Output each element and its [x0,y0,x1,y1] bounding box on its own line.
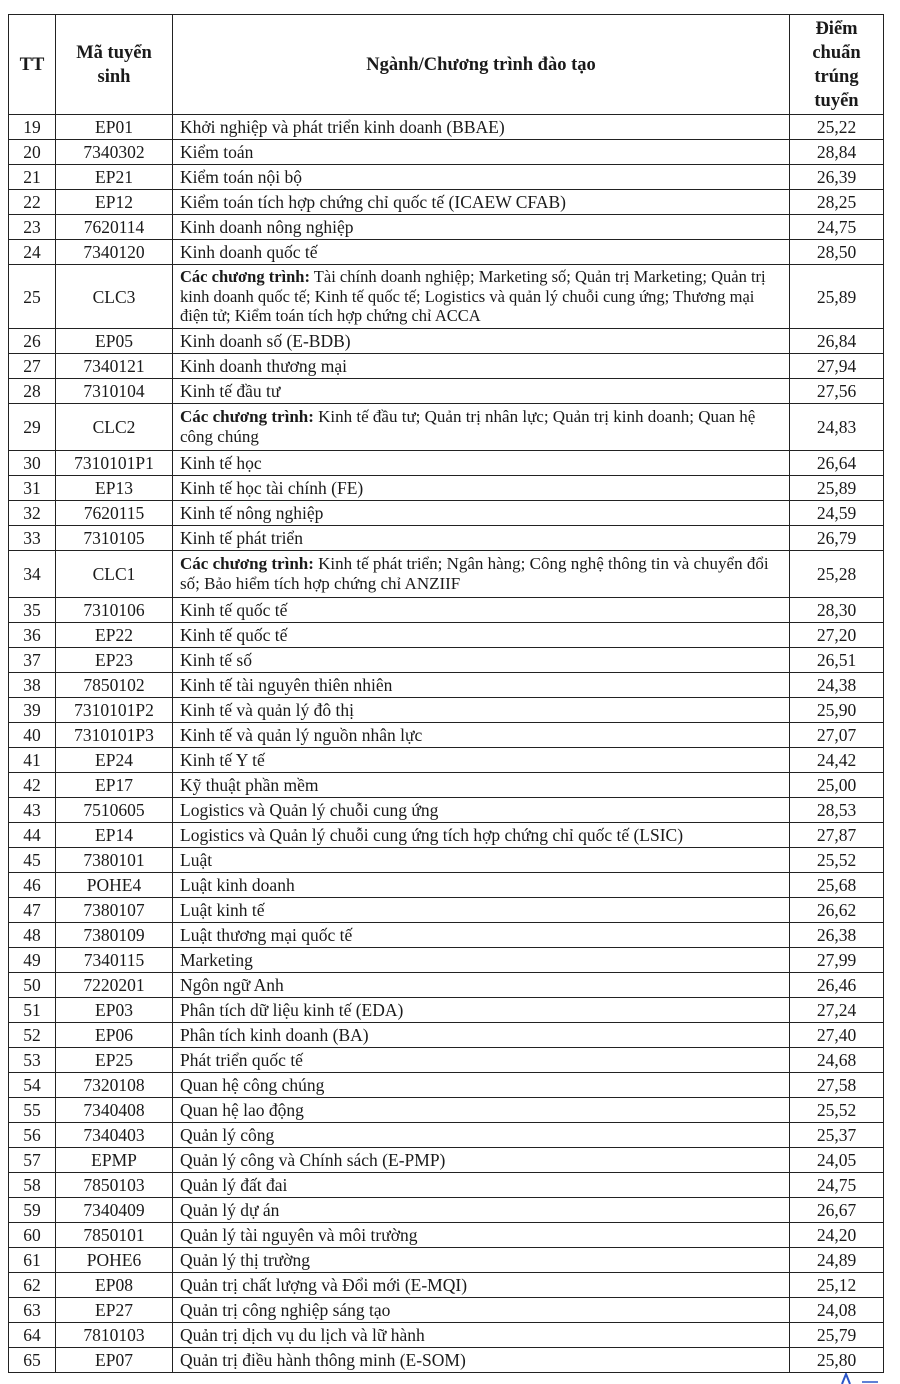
cutoff-score: 24,89 [790,1248,884,1273]
program-name: Kinh tế tài nguyên thiên nhiên [173,673,790,698]
admission-code: EP25 [56,1048,173,1073]
row-number: 31 [9,476,56,501]
row-number: 36 [9,623,56,648]
row-number: 46 [9,873,56,898]
program-name [173,404,790,451]
row-number: 30 [9,451,56,476]
admission-code: 7340409 [56,1198,173,1223]
table-row [9,1098,884,1123]
row-number: 64 [9,1323,56,1348]
program-name: Kỹ thuật phần mềm [173,773,790,798]
row-number: 19 [9,115,56,140]
cutoff-score: 24,42 [790,748,884,773]
row-number: 63 [9,1298,56,1323]
row-number: 40 [9,723,56,748]
admission-code: 7380109 [56,923,173,948]
table-row [9,354,884,379]
row-number: 52 [9,1023,56,1048]
table-row [9,898,884,923]
cutoff-score: 27,94 [790,354,884,379]
cutoff-score: 25,28 [790,551,884,598]
program-name: Kinh doanh thương mại [173,354,790,379]
table-row [9,1298,884,1323]
header-cutoff-score: Điểm chuẩn trúng tuyển [790,15,884,115]
cutoff-score: 25,00 [790,773,884,798]
program-name: Quản lý tài nguyên và môi trường [173,1223,790,1248]
table-row [9,190,884,215]
program-name: Luật kinh doanh [173,873,790,898]
admission-code: CLC1 [56,551,173,598]
table-row [9,723,884,748]
table-row [9,551,884,598]
program-name: Kinh tế nông nghiệp [173,501,790,526]
admission-code: EP12 [56,190,173,215]
program-group-label: Các chương trình: [180,407,314,426]
table-row [9,798,884,823]
admission-code: 7340403 [56,1123,173,1148]
admission-code: 7340121 [56,354,173,379]
table-row [9,1248,884,1273]
row-number: 35 [9,598,56,623]
program-name: Kiểm toán [173,140,790,165]
row-number: 55 [9,1098,56,1123]
table-row [9,748,884,773]
admission-code: 7340120 [56,240,173,265]
row-number: 32 [9,501,56,526]
cutoff-score: 25,80 [790,1348,884,1373]
program-name: Luật thương mại quốc tế [173,923,790,948]
table-row [9,501,884,526]
admission-code: 7850103 [56,1173,173,1198]
cutoff-score: 28,84 [790,140,884,165]
row-number: 47 [9,898,56,923]
cutoff-score: 26,84 [790,329,884,354]
cutoff-score: 25,22 [790,115,884,140]
program-name: Kinh tế học [173,451,790,476]
table-row [9,848,884,873]
program-name: Quản lý dự án [173,1198,790,1223]
table-row [9,598,884,623]
table-row [9,1148,884,1173]
program-name: Quản trị điều hành thông minh (E-SOM) [173,1348,790,1373]
admission-code: 7380107 [56,898,173,923]
row-number: 61 [9,1248,56,1273]
program-name: Kinh tế và quản lý đô thị [173,698,790,723]
table-row [9,451,884,476]
program-name: Quản lý thị trường [173,1248,790,1273]
cutoff-score: 26,79 [790,526,884,551]
table-row [9,1198,884,1223]
admission-code: POHE6 [56,1248,173,1273]
table-row [9,673,884,698]
admission-code: EP13 [56,476,173,501]
row-number: 48 [9,923,56,948]
program-name: Phân tích dữ liệu kinh tế (EDA) [173,998,790,1023]
row-number: 44 [9,823,56,848]
admission-code: 7310101P1 [56,451,173,476]
cutoff-score: 24,59 [790,501,884,526]
admission-score-table-page [8,14,883,1373]
program-name: Quản trị dịch vụ du lịch và lữ hành [173,1323,790,1348]
table-row [9,698,884,723]
row-number: 41 [9,748,56,773]
cutoff-score: 26,67 [790,1198,884,1223]
table-row [9,873,884,898]
program-name: Quản trị chất lượng và Đổi mới (E-MQI) [173,1273,790,1298]
admission-code: 7340408 [56,1098,173,1123]
cutoff-score: 26,39 [790,165,884,190]
cutoff-score: 26,51 [790,648,884,673]
row-number: 54 [9,1073,56,1098]
cutoff-score: 24,75 [790,215,884,240]
cutoff-score: 25,79 [790,1323,884,1348]
cutoff-score: 27,07 [790,723,884,748]
program-name: Quản lý công và Chính sách (E-PMP) [173,1148,790,1173]
admission-code: EP08 [56,1273,173,1298]
row-number: 28 [9,379,56,404]
program-name: Kinh doanh quốc tế [173,240,790,265]
row-number: 22 [9,190,56,215]
row-number: 56 [9,1123,56,1148]
admission-code: EP03 [56,998,173,1023]
program-name: Kinh doanh số (E-BDB) [173,329,790,354]
program-name: Logistics và Quản lý chuỗi cung ứng [173,798,790,823]
admission-code: 7310104 [56,379,173,404]
table-row [9,240,884,265]
row-number: 45 [9,848,56,873]
program-group-list: Tài chính doanh nghiệp; Marketing số; Quản trị Marketing; Quản trị kinh doanh quốc tế; Kinh tế quốc tế; Logistics và quản lý chuỗi cung ứng; Thương mại điện tử; Kiểm toán tích hợp chứng chỉ ACCA [180,267,766,326]
admission-code: 7620115 [56,501,173,526]
table-row [9,404,884,451]
admission-code: 7340302 [56,140,173,165]
program-name: Quản lý đất đai [173,1173,790,1198]
program-group-label: Các chương trình: [180,267,310,287]
program-name: Kinh tế phát triển [173,526,790,551]
row-number: 49 [9,948,56,973]
program-name: Quản lý công [173,1123,790,1148]
admission-code: EP01 [56,115,173,140]
table-row [9,648,884,673]
admission-code: 7310101P3 [56,723,173,748]
program-name: Luật kinh tế [173,898,790,923]
cutoff-score: 24,38 [790,673,884,698]
row-number: 34 [9,551,56,598]
program-name: Kinh tế học tài chính (FE) [173,476,790,501]
table-row [9,1273,884,1298]
cutoff-score: 27,58 [790,1073,884,1098]
program-name [173,551,790,598]
cutoff-score: 27,24 [790,998,884,1023]
admission-code: POHE4 [56,873,173,898]
corner-mark-icon [838,1373,878,1384]
program-name: Luật [173,848,790,873]
cutoff-score: 27,40 [790,1023,884,1048]
cutoff-score: 28,25 [790,190,884,215]
table-row [9,1073,884,1098]
admission-code: 7620114 [56,215,173,240]
cutoff-score: 26,46 [790,973,884,998]
admission-code: EP22 [56,623,173,648]
admission-code: 7510605 [56,798,173,823]
program-group-list: Kinh tế đầu tư; Quản trị nhân lực; Quản trị kinh doanh; Quan hệ công chúng [180,407,756,446]
admission-score-table [8,14,884,1373]
cutoff-score: 25,52 [790,848,884,873]
cutoff-score: 25,68 [790,873,884,898]
program-name: Kinh tế quốc tế [173,598,790,623]
row-number: 59 [9,1198,56,1223]
admission-code: EP14 [56,823,173,848]
admission-code: 7310106 [56,598,173,623]
table-header-row [9,15,884,115]
program-group-list: Kinh tế phát triển; Ngân hàng; Công nghệ thông tin và chuyển đổi số; Bảo hiểm tích hợp chứng chỉ ANZIIF [180,554,769,593]
cutoff-score: 24,75 [790,1173,884,1198]
table-row [9,1123,884,1148]
table-row [9,948,884,973]
table-row [9,329,884,354]
table-row [9,526,884,551]
header-admission-code: Mã tuyển sinh [56,15,173,115]
table-row [9,923,884,948]
cutoff-score: 26,62 [790,898,884,923]
program-name: Ngôn ngữ Anh [173,973,790,998]
cutoff-score: 28,30 [790,598,884,623]
cutoff-score: 25,37 [790,1123,884,1148]
row-number: 62 [9,1273,56,1298]
row-number: 37 [9,648,56,673]
cutoff-score: 24,68 [790,1048,884,1073]
admission-code: 7810103 [56,1323,173,1348]
table-row [9,773,884,798]
program-name: Kinh tế quốc tế [173,623,790,648]
table-row [9,215,884,240]
cutoff-score: 27,20 [790,623,884,648]
row-number: 39 [9,698,56,723]
row-number: 26 [9,329,56,354]
table-row [9,1223,884,1248]
table-row [9,1348,884,1373]
row-number: 50 [9,973,56,998]
row-number: 51 [9,998,56,1023]
cutoff-score: 24,08 [790,1298,884,1323]
admission-code: 7380101 [56,848,173,873]
header-tt: TT [9,15,56,115]
program-name: Kinh tế và quản lý nguồn nhân lực [173,723,790,748]
admission-code: EP24 [56,748,173,773]
admission-code: EP07 [56,1348,173,1373]
table-row [9,973,884,998]
admission-code: 7850101 [56,1223,173,1248]
row-number: 27 [9,354,56,379]
table-row [9,823,884,848]
program-name: Marketing [173,948,790,973]
row-number: 24 [9,240,56,265]
cutoff-score: 27,87 [790,823,884,848]
program-name: Quan hệ lao động [173,1098,790,1123]
row-number: 57 [9,1148,56,1173]
table-row [9,165,884,190]
table-body [9,115,884,1373]
admission-code: 7310105 [56,526,173,551]
row-number: 58 [9,1173,56,1198]
admission-code: EP17 [56,773,173,798]
row-number: 43 [9,798,56,823]
table-row [9,998,884,1023]
cutoff-score: 25,89 [790,476,884,501]
program-group-label: Các chương trình: [180,554,314,573]
cutoff-score: 27,56 [790,379,884,404]
program-name: Logistics và Quản lý chuỗi cung ứng tích hợp chứng chỉ quốc tế (LSIC) [173,823,790,848]
admission-code: 7320108 [56,1073,173,1098]
program-name: Kiểm toán tích hợp chứng chỉ quốc tế (ICAEW CFAB) [173,190,790,215]
admission-code: 7310101P2 [56,698,173,723]
admission-code: CLC2 [56,404,173,451]
table-row [9,379,884,404]
admission-code: EP23 [56,648,173,673]
row-number: 60 [9,1223,56,1248]
table-row [9,265,884,329]
row-number: 33 [9,526,56,551]
admission-code: 7340115 [56,948,173,973]
table-row [9,1048,884,1073]
table-row [9,623,884,648]
program-name: Khởi nghiệp và phát triển kinh doanh (BBAE) [173,115,790,140]
table-row [9,1323,884,1348]
admission-code: EP06 [56,1023,173,1048]
row-number: 21 [9,165,56,190]
row-number: 38 [9,673,56,698]
row-number: 23 [9,215,56,240]
program-name: Kinh tế Y tế [173,748,790,773]
program-name [173,265,790,329]
row-number: 65 [9,1348,56,1373]
cutoff-score: 26,38 [790,923,884,948]
admission-code: EPMP [56,1148,173,1173]
admission-code: EP05 [56,329,173,354]
program-name: Quan hệ công chúng [173,1073,790,1098]
cutoff-score: 27,99 [790,948,884,973]
cutoff-score: 28,53 [790,798,884,823]
program-name: Kinh tế đầu tư [173,379,790,404]
table-row [9,1173,884,1198]
cutoff-score: 25,89 [790,265,884,329]
admission-code: CLC3 [56,265,173,329]
row-number: 53 [9,1048,56,1073]
cutoff-score: 25,12 [790,1273,884,1298]
table-row [9,1023,884,1048]
row-number: 29 [9,404,56,451]
cutoff-score: 24,83 [790,404,884,451]
table-row [9,140,884,165]
cutoff-score: 25,52 [790,1098,884,1123]
program-name: Kinh tế số [173,648,790,673]
row-number: 42 [9,773,56,798]
cutoff-score: 25,90 [790,698,884,723]
table-row [9,476,884,501]
program-name: Kinh doanh nông nghiệp [173,215,790,240]
header-program: Ngành/Chương trình đào tạo [173,15,790,115]
cutoff-score: 26,64 [790,451,884,476]
admission-code: 7220201 [56,973,173,998]
program-name: Phát triển quốc tế [173,1048,790,1073]
program-name: Kiểm toán nội bộ [173,165,790,190]
cutoff-score: 24,20 [790,1223,884,1248]
row-number: 25 [9,265,56,329]
program-name: Phân tích kinh doanh (BA) [173,1023,790,1048]
admission-code: 7850102 [56,673,173,698]
row-number: 20 [9,140,56,165]
cutoff-score: 24,05 [790,1148,884,1173]
table-row [9,115,884,140]
admission-code: EP27 [56,1298,173,1323]
admission-code: EP21 [56,165,173,190]
program-name: Quản trị công nghiệp sáng tạo [173,1298,790,1323]
cutoff-score: 28,50 [790,240,884,265]
